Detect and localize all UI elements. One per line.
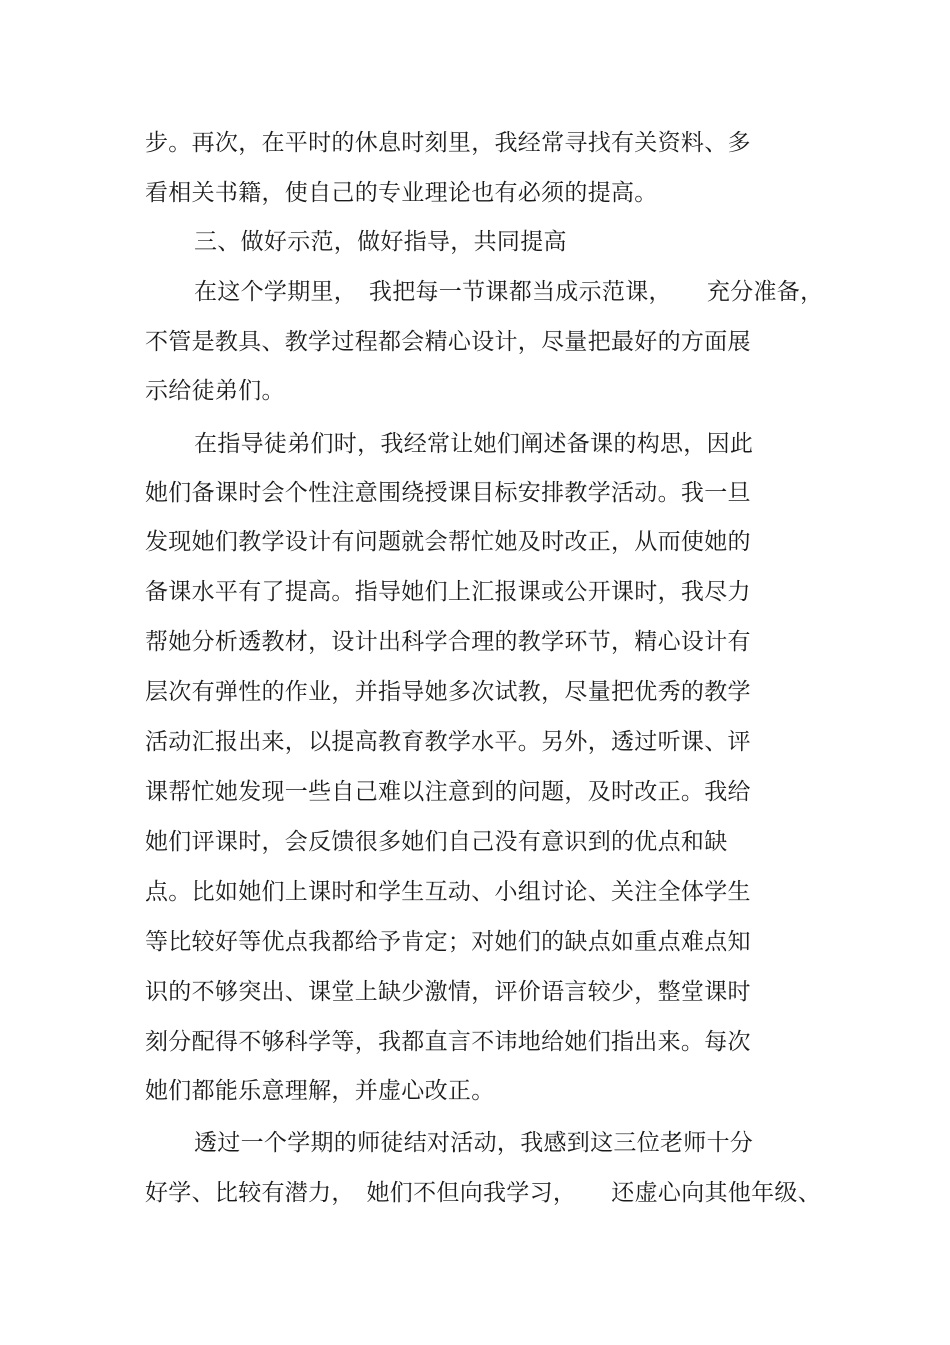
text-line: 点。比如她们上课时和学生互动、小组讨论、关注全体学生 [145,879,751,905]
text-line: 示给徒弟们。 [145,378,285,404]
text-line: 透过一个学期的师徒结对活动，我感到这三位老师十分 [194,1130,754,1156]
text-line: 识的不够突出、课堂上缺少激情，评价语言较少，整堂课时 [145,979,751,1005]
section-heading: 三、做好示范，做好指导，共同提高 [194,229,567,255]
text-line: 看相关书籍，使自己的专业理论也有必须的提高。 [145,180,658,206]
text-line: 层次有弹性的作业，并指导她多次试教，尽量把优秀的教学 [145,679,751,705]
text-line: 在这个学期里， 我把每一节课都当成示范课， 充分准备， [194,279,824,305]
text-line: 她们评课时，会反馈很多她们自己没有意识到的优点和缺 [145,829,728,855]
text-line: 等比较好等优点我都给予肯定；对她们的缺点如重点难点知 [145,929,751,955]
text-line: 不管是教具、教学过程都会精心设计，尽量把最好的方面展 [145,329,751,355]
text-line: 好学、比较有潜力， 她们不但向我学习， 还虚心向其他年级、 [145,1180,821,1206]
text-line: 发现她们教学设计有问题就会帮忙她及时改正，从而使她的 [145,529,751,555]
text-line: 在指导徒弟们时，我经常让她们阐述备课的构思，因此 [194,431,754,457]
text-line: 课帮忙她发现一些自己难以注意到的问题，及时改正。我给 [145,779,751,805]
text-line: 备课水平有了提高。指导她们上汇报课或公开课时，我尽力 [145,579,751,605]
text-line: 刻分配得不够科学等，我都直言不讳地给她们指出来。每次 [145,1029,751,1055]
text-line: 步。再次，在平时的休息时刻里，我经常寻找有关资料、多 [145,130,751,156]
text-line: 帮她分析透教材，设计出科学合理的教学环节，精心设计有 [145,629,751,655]
text-line: 她们都能乐意理解，并虚心改正。 [145,1078,495,1104]
text-line: 她们备课时会个性注意围绕授课目标安排教学活动。我一旦 [145,480,751,506]
text-line: 活动汇报出来，以提高教育教学水平。另外，透过听课、评 [145,729,751,755]
